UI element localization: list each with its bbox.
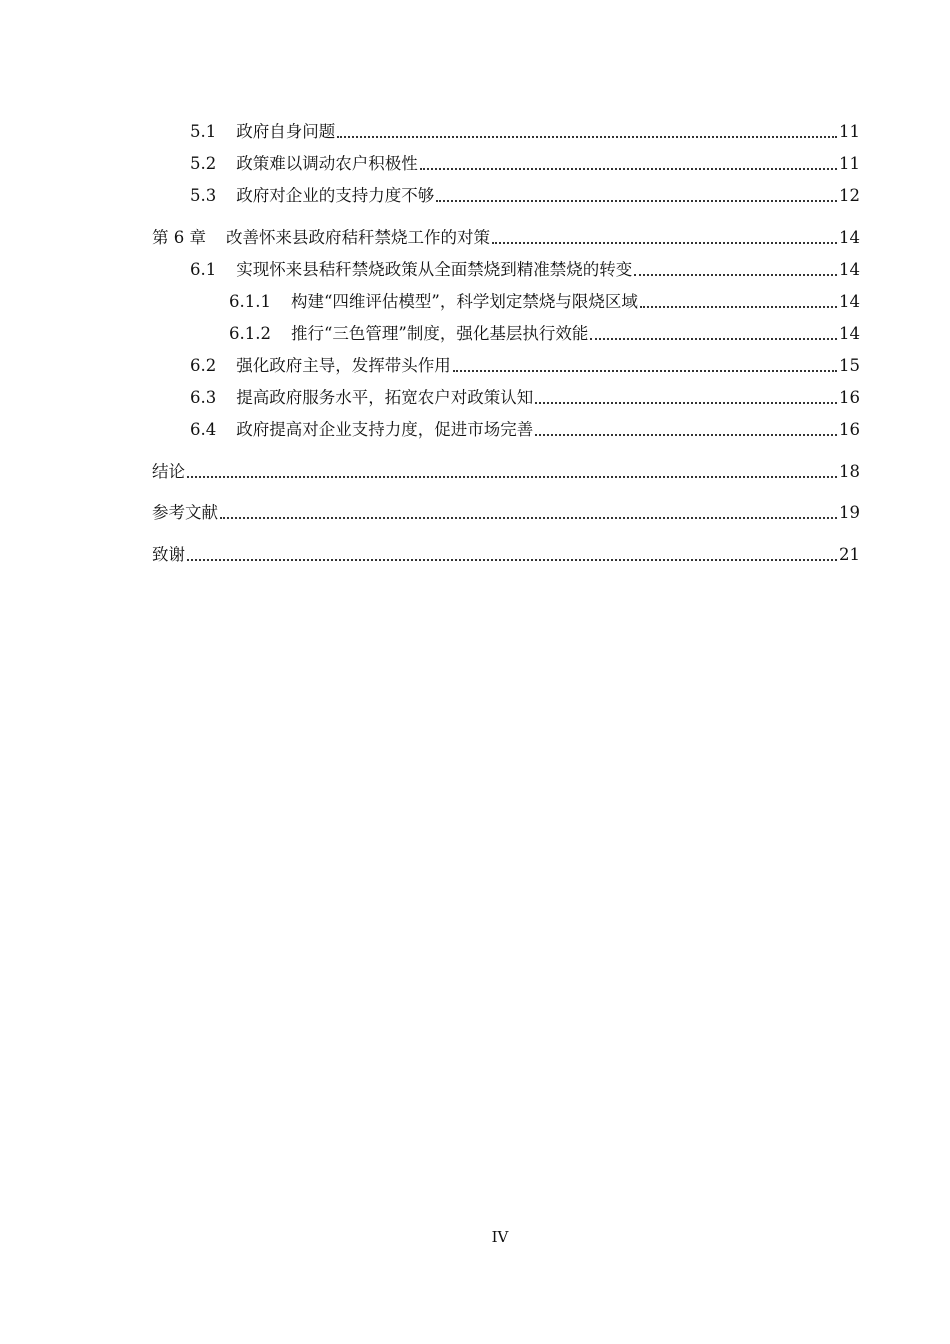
toc-entry-number: 6.1 xyxy=(190,260,217,279)
toc-entry-number: 6.1.2 xyxy=(229,324,271,343)
toc-entry-6-3[interactable] xyxy=(190,384,860,408)
toc-entry-number: 5.3 xyxy=(190,186,217,205)
toc-entry-number: 6.1.1 xyxy=(229,292,271,311)
toc-leader-dots xyxy=(634,274,837,276)
toc-leader-dots xyxy=(535,402,837,404)
toc-entry-page: 14 xyxy=(839,228,860,247)
toc-entry-number: 6.2 xyxy=(190,356,217,375)
toc-entry-title: 改善怀来县政府秸秆禁烧工作的对策 xyxy=(226,228,490,247)
toc-entry-title: 政策难以调动农户积极性 xyxy=(236,154,418,173)
toc-leader-dots xyxy=(420,168,837,170)
page-number-footer: IV xyxy=(491,1228,509,1246)
toc-entry-page: 16 xyxy=(839,388,860,407)
toc-entry-6-4[interactable] xyxy=(190,416,860,440)
toc-entry-chapter-6[interactable] xyxy=(152,224,860,248)
toc-entry-references[interactable] xyxy=(152,499,860,523)
toc-entry-title: 政府对企业的支持力度不够 xyxy=(236,186,435,205)
toc-entry-title: 构建“四维评估模型”，科学划定禁烧与限烧区域 xyxy=(290,292,638,311)
toc-leader-dots xyxy=(535,434,837,436)
toc-leader-dots xyxy=(220,517,837,519)
toc-entry-5-3[interactable] xyxy=(190,182,860,206)
toc-entry-title: 提高政府服务水平，拓宽农户对政策认知 xyxy=(236,388,534,407)
toc-entry-page: 16 xyxy=(839,420,860,439)
toc-entry-number: 5.1 xyxy=(190,122,217,141)
toc-entry-page: 18 xyxy=(839,462,860,481)
toc-entry-6-1-1[interactable] xyxy=(229,288,860,312)
toc-entry-page: 19 xyxy=(839,503,860,522)
toc-entry-title: 政府自身问题 xyxy=(236,122,336,141)
toc-leader-dots xyxy=(187,559,837,561)
toc-entry-title: 结论 xyxy=(152,462,185,481)
toc-entry-6-2[interactable] xyxy=(190,352,860,376)
toc-entry-title: 推行“三色管理”制度，强化基层执行效能 xyxy=(290,324,589,343)
toc-entry-6-1-2[interactable] xyxy=(229,320,860,344)
toc-leader-dots xyxy=(436,200,837,202)
toc-entry-title: 致谢 xyxy=(152,545,185,564)
toc-entry-page: 14 xyxy=(839,324,860,343)
toc-entry-number: 6.4 xyxy=(190,420,217,439)
toc-leader-dots xyxy=(453,370,837,372)
toc-entry-title: 实现怀来县秸秆禁烧政策从全面禁烧到精准禁烧的转变 xyxy=(236,260,633,279)
toc-entry-page: 14 xyxy=(839,260,860,279)
toc-leader-dots xyxy=(187,476,837,478)
toc-leader-dots xyxy=(590,338,837,340)
toc-entry-number: 5.2 xyxy=(190,154,217,173)
toc-entry-title: 参考文献 xyxy=(152,503,218,522)
toc-entry-page: 11 xyxy=(839,154,860,173)
toc-entry-title: 强化政府主导，发挥带头作用 xyxy=(236,356,451,375)
toc-entry-5-2[interactable] xyxy=(190,150,860,174)
toc-entry-number: 6.3 xyxy=(190,388,217,407)
toc-entry-conclusion[interactable] xyxy=(152,458,860,482)
toc-leader-dots xyxy=(492,242,837,244)
toc-leader-dots xyxy=(337,136,837,138)
toc-entry-number: 第 6 章 xyxy=(152,228,206,247)
toc-entry-page: 15 xyxy=(839,356,860,375)
toc-entry-5-1[interactable] xyxy=(190,118,860,142)
toc-entry-page: 14 xyxy=(839,292,860,311)
toc-entry-acknowledgements[interactable] xyxy=(152,541,860,565)
toc-entry-page: 12 xyxy=(839,186,860,205)
toc-entry-page: 11 xyxy=(839,122,860,141)
toc-leader-dots xyxy=(640,306,837,308)
toc-entry-title: 政府提高对企业支持力度，促进市场完善 xyxy=(236,420,534,439)
toc-entry-page: 21 xyxy=(839,545,860,564)
toc-entry-6-1[interactable] xyxy=(190,256,860,280)
